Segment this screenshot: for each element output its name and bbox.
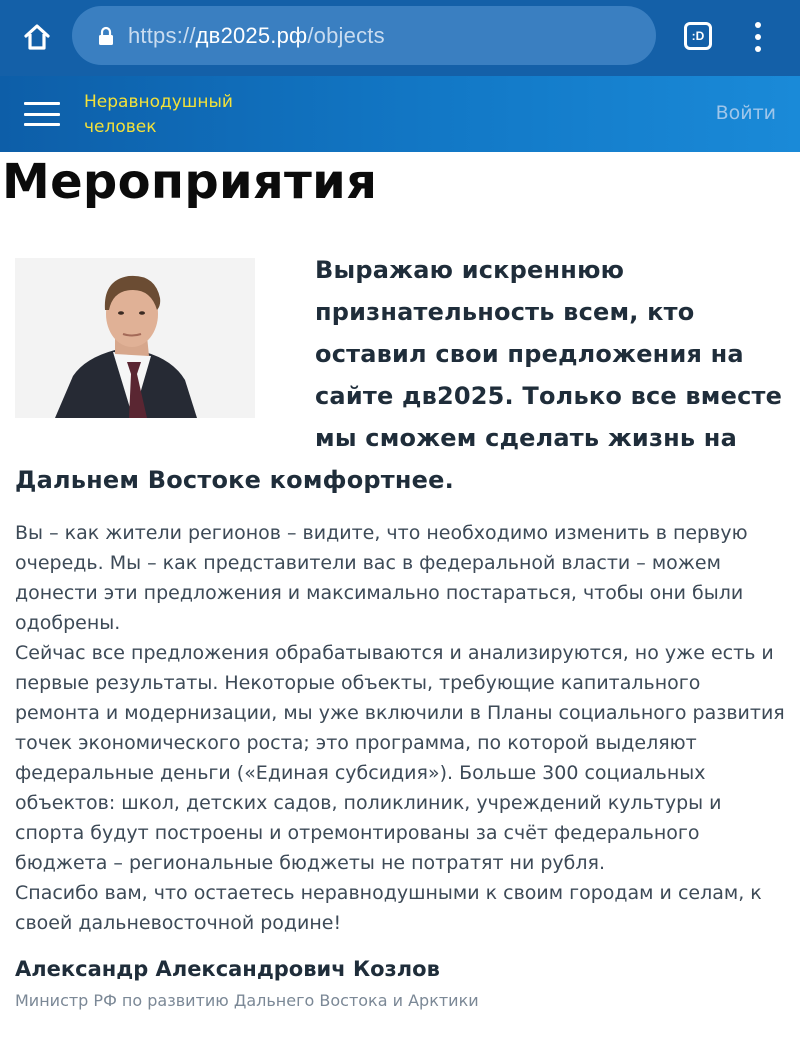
minister-photo: [15, 258, 255, 418]
paragraph-1: Вы – как жители регионов – видите, что необходимо изменить в первую очередь. Мы – как представители вас в федеральной власти – можем донести эти предложения и максимально постараться, чтобы они были одобрены.: [15, 522, 748, 634]
url-host: дв2025.рф: [195, 22, 308, 48]
lock-icon: [98, 25, 116, 47]
more-vertical-icon[interactable]: [748, 22, 768, 52]
url-path: /objects: [307, 22, 385, 48]
site-header: [0, 76, 800, 152]
brand-line-2: человек: [84, 117, 157, 137]
hamburger-menu-icon[interactable]: [24, 102, 60, 126]
paragraph-3: Спасибо вам, что остаетесь неравнодушными к своим городам и селам, к своей дальневосточной родине!: [15, 882, 762, 934]
page-title: Мероприятия: [2, 154, 378, 210]
author-name: Александр Александрович Козлов: [15, 957, 440, 981]
browser-toolbar: [0, 0, 800, 76]
url-text: [128, 23, 385, 49]
brand-logo-text[interactable]: [84, 90, 284, 140]
login-link[interactable]: Войти: [715, 102, 776, 124]
author-title: Министр РФ по развитию Дальнего Востока и Арктики: [15, 991, 479, 1010]
url-scheme: https://: [128, 22, 196, 48]
home-button[interactable]: [20, 20, 54, 54]
message-body: [15, 518, 790, 938]
address-bar[interactable]: [72, 6, 656, 65]
home-icon: [22, 22, 52, 52]
tab-switcher-button[interactable]: :D: [684, 22, 712, 50]
brand-line-1: Неравнодушный: [84, 92, 233, 112]
quote-text: Выражаю искреннюю признательность всем, кто оставил свои предложения на сайте дв2025. Только все вместе мы сможем сделать жизнь на Дальнем Востоке комфортнее.: [15, 256, 783, 494]
paragraph-2: Сейчас все предложения обрабатываются и анализируются, но уже есть и первые результаты. Некоторые объекты, требующие капитального ремонта и модернизации, мы уже включили в Планы социального развития точек экономического роста; это программа, по которой выделяют федеральные деньги («Единая субсидия»). Больше 300 социальных объектов: школ, детских садов, поликлиник, учреждений культуры и спорта будут построены и отремонтированы за счёт федерального бюджета – региональные бюджеты не потратят ни рубля.: [15, 642, 785, 874]
